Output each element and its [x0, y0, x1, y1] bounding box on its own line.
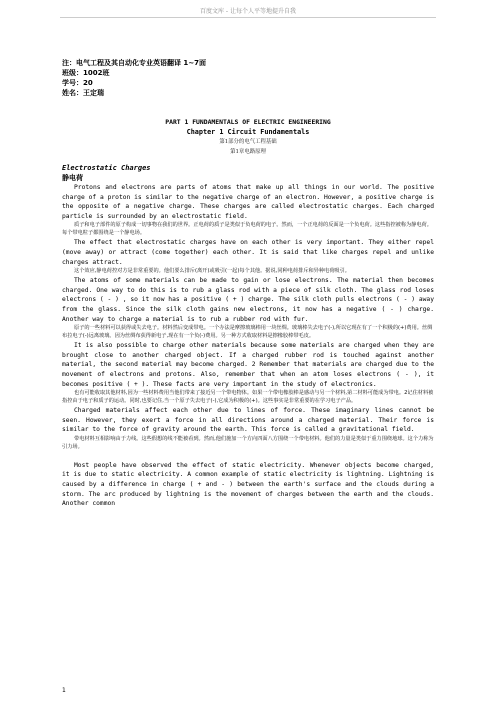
note-line: 注：电气工程及其自动化专业英语翻译 1~7面	[62, 59, 207, 67]
class-line: 班级：1002班	[62, 69, 110, 77]
part-title-zh: 第1部分的电气工程基础	[219, 139, 277, 145]
section-heading-zh: 静电荷	[62, 174, 83, 182]
part-title: PART 1 FUNDAMENTALS OF ELECTRIC ENGINEERING	[165, 118, 331, 126]
paragraph-en: Charged materials affect each other due to lines of force. These imaginary lines cannot be seen. However, they exert a force in all directions around a charged material. Their force is similar to the force of gravity around the earth. This force is called a gravitational field.	[62, 407, 434, 434]
paragraph-en: Protons and electrons are parts of atoms that make up all things in our world. The positive charge of a proton is similar to the negative charge of an electron. However, a positive charge is the opposite of a negative charge. These charges are called electrostatic charges. Each charged particle is surrounded by an electrostatic field.	[62, 184, 434, 220]
paragraph-zh: 质子和电子部件的原子构成一切事物在我们的世界。正电荷的质子是类似于负电荷的电子。然而，一个正电荷的反面是一个负电荷。这些指控被称为静电荷。每个带电粒子都围绕是一个静电场。	[62, 222, 432, 237]
chapter-title-zh: 第1章电路原理	[230, 149, 266, 155]
section-heading-en: Electrostatic Charges	[62, 164, 151, 172]
name-line: 姓名：王定瑞	[62, 89, 104, 97]
header-divider	[60, 17, 436, 18]
page-header: 百度文库 - 让每个人平等地提升自我	[200, 8, 296, 15]
student-number-line: 学号：20	[62, 79, 93, 87]
paragraph-zh: 这个效应,静电荷控对方是非常重要的。他们要么排斥(离开)或吸引(一起)每个其他。据说,同种电荷排斥和异种电荷吸引。	[74, 268, 350, 275]
page-number: 1	[62, 687, 66, 694]
paragraph-en: It is also possible to charge other materials because some materials are charged when they are brought close to another charged object. If a charged rubber rod is touched against another material, the second material may become charged. 2 Remember that materials are charged due to the movement of electrons and protons. Also, remember that when an atom loses electrons ( - ), it becomes positive ( + ). These facts are very important in the study of electronics.	[62, 342, 434, 388]
document-body	[62, 58, 434, 509]
paragraph-en: The atoms of some materials can be made to gain or lose electrons. The material then becomes charged. One way to do this is to rub a glass rod with a piece of silk cloth. The glass rod loses electrons ( - ) , so it now has a positive ( + ) charge. The silk cloth pulls electrons ( - ) away from the glass. Since the silk cloth gains new electrons, it now has a negative ( - ) charge. Another way to charge a material is to rub a rubber rod with fur.	[62, 277, 434, 323]
paragraph-zh: 也有可能收取其他材料,因为一些材料费用当他们带来了接近另一个带电物体。如果一个带电橡胶棒是感动与另一个材料,第二材料可能成为带电。2记住材料被指控由于电子和质子的运动。同时,也要记住,当一个原子失去电子(-),它成为积极的(+)。这些事实是非常重要的在学习电子产品。	[62, 390, 434, 405]
paragraph-zh: 带电材料互相影响由于力线。这些假想的线不能被看到。然而,他们施加一个方向四面八方围绕一个带电材料。他们的力量是类似于重力围绕地球。这个力称为引力场。	[62, 435, 434, 450]
chapter-title: Chapter 1 Circuit Fundamentals	[186, 128, 310, 136]
paragraph-en: Most people have observed the effect of static electricity. Whenever objects become charged, it is due to static electricity. A common example of static electricity is lightning. Lightning is caused by a difference in charge ( + and - ) between the earth's surface and the clouds during a storm. The arc produced by lightning is the movement of charges between the earth and the clouds. Another common	[62, 461, 434, 508]
paragraph-en: The effect that electrostatic charges have on each other is very important. They either repel (move away) or attract (come together) each other. It is said that like charges repel and unlike charges attract.	[62, 239, 434, 266]
paragraph-zh: 原子的一些材料可以获得或失去电子。材料然后变成带电。一个办法是摩擦玻璃棒用一块丝绸。玻璃棒失去电子(-),所以它现在有了一个积极的(+)费用。丝绸布拉电子(-)远离玻璃。因为丝绸布获得新电子,现在有一个负(-)费用。另一种方式收取材料是擦橡胶棒带毛皮。	[62, 325, 433, 340]
